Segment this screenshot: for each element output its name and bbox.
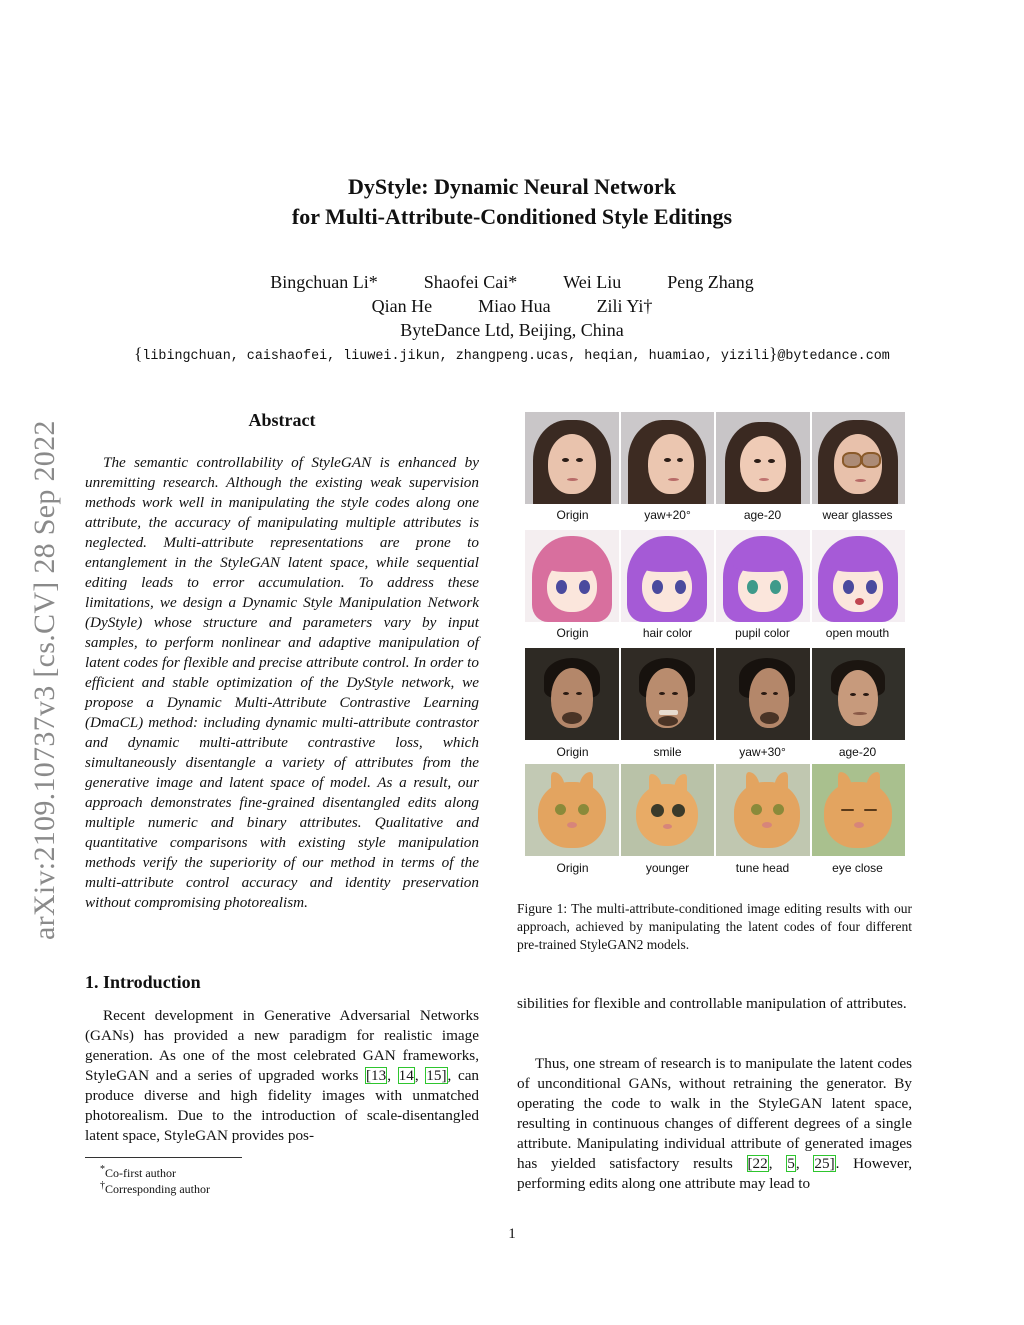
arxiv-identifier: arXiv:2109.10737v3 [cs.CV] 28 Sep 2022 [28, 420, 61, 940]
paragraph-continuation: sibilities for flexible and controllable manipulation of attributes. [517, 995, 907, 1012]
figure-row-man [525, 648, 905, 740]
edit-label: smile [653, 745, 682, 759]
face-image-yaw [621, 412, 715, 504]
portrait-image-smile [621, 648, 715, 740]
page-number: 1 [508, 1226, 516, 1242]
figure-row-cat [525, 764, 905, 856]
affiliation: ByteDance Ltd, Beijing, China [400, 320, 624, 340]
title-line-2: for Multi-Attribute-Conditioned Style Editings [291, 204, 733, 229]
paper-title [0, 172, 1024, 232]
right-column-continuation [517, 994, 912, 1014]
citation-link[interactable]: 14 [398, 1067, 414, 1084]
edit-label: wear glasses [822, 508, 893, 522]
edit-label: younger [645, 861, 690, 875]
edit-label: yaw+30° [739, 745, 786, 759]
citation-link[interactable]: 15] [426, 1067, 447, 1084]
authors-row-2 [0, 295, 1024, 318]
face-image-age [716, 412, 810, 504]
row-labels-man [525, 745, 905, 759]
cat-image-origin [525, 764, 619, 856]
anime-image-open-mouth [812, 530, 906, 622]
abstract-text: The semantic controllability of StyleGAN is enhanced by unremitting research. Although the existing weak supervision methods work well in manipulating the style codes along one attribute, the accuracy of manipulating multiple attributes is neglected. Multi-attribute representations are prone to entanglement in the StyleGAN latent space, while sequential editing leads to error accumulation. To address these limitations, we design a Dynamic Style Manipulation Network (DyStyle) whose structure and parameters vary by input samples, to perform nonlinear and adaptive manipulation of latent codes for flexible and precise attribute control. In order to efficient and stable optimization of the DyStyle network, we propose a Dynamic Multi-Attribute Contrastive Learning (DmaCL) method: including dynamic multi-attribute contrastor and dynamic multi-attribute contrastive loss, which simultaneously disentangle a variety of attributes from the generative image and latent space of model. As a result, our approach demonstrates fine-grained disentangled edits along multiple numeric and binary attributes. Qualitative and quantitative comparisons with existing style manipulation methods verify the superiority of our method in terms of the multi-attribute control accuracy and identity preservation without compromising photorealism. [85, 454, 479, 911]
author: Miao Hua [478, 296, 551, 316]
face-image-glasses [812, 412, 906, 504]
portrait-image-age [812, 648, 906, 740]
anime-image-hair-color [621, 530, 715, 622]
edit-label: yaw+20° [644, 508, 691, 522]
citation-link[interactable]: 5 [787, 1155, 795, 1172]
intro-section [85, 972, 479, 993]
row-labels-cat [525, 861, 905, 875]
figure-1-caption: Figure 1: The multi-attribute-conditioned image editing results with our approach, achieved by manipulating the latent codes of four different pre-trained StyleGAN2 models. [517, 901, 912, 952]
footnote-2: †Corresponding author [100, 1180, 210, 1196]
citation-link[interactable]: [13 [366, 1067, 387, 1084]
anime-image-origin [525, 530, 619, 622]
footnote-divider [85, 1157, 242, 1158]
citation-link[interactable]: 25] [814, 1155, 835, 1172]
intro-paragraph: Recent development in Generative Adversarial Networks (GANs) has provided a new paradigm for realistic image generation. As one of the most celebrated GAN frameworks, StyleGAN and a series of upgraded works [13, 14, 15], can produce diverse and high fidelity images with unmatched photorealism. Due to the introduction of scale-disentangled latent space, StyleGAN provides pos- [85, 1007, 480, 1144]
edit-label: eye close [832, 861, 883, 875]
authors-row-1 [0, 271, 1024, 294]
edit-label: Origin [556, 626, 589, 640]
right-column-paragraph [517, 1054, 912, 1194]
abstract-section [85, 410, 479, 431]
anime-image-pupil-color [716, 530, 810, 622]
author: Qian He [371, 296, 433, 316]
intro-heading: 1. Introduction [85, 972, 201, 992]
intro-body [85, 1006, 479, 1146]
cat-image-younger [621, 764, 715, 856]
row-labels-anime [525, 626, 905, 640]
title-line-1: DyStyle: Dynamic Neural Network [347, 174, 677, 199]
author: Zili Yi† [596, 296, 653, 316]
cat-image-tune-head [716, 764, 810, 856]
portrait-image-origin [525, 648, 619, 740]
author: Bingchuan Li* [270, 272, 378, 292]
figure-row-anime [525, 530, 905, 622]
edit-label: Origin [556, 861, 589, 875]
row-labels-woman [525, 508, 905, 522]
email-users: libingchuan, caishaofei, liuwei.jikun, zhangpeng.ucas, heqian, huamiao, yizili [142, 349, 770, 364]
edit-label: Origin [556, 745, 589, 759]
paragraph-latent-manipulation: Thus, one stream of research is to manipulate the latent codes of unconditional GANs, without retraining the generator. By operating the code to walk in the StyleGAN latent space, resulting in continuous changes of different degrees of a single attribute. Manipulating individual attribute of generated images has yielded satisfactory results [22, 5, 25]. However, performing edits along one attribute may lead to [517, 1055, 913, 1192]
face-image-origin [525, 412, 619, 504]
portrait-image-yaw [716, 648, 810, 740]
edit-label: age-20 [838, 745, 877, 759]
author: Shaofei Cai* [423, 272, 518, 292]
edit-label: pupil color [735, 626, 790, 640]
cat-image-eye-close [812, 764, 906, 856]
edit-label: age-20 [743, 508, 782, 522]
edit-label: hair color [642, 626, 693, 640]
figure-row-woman [525, 412, 905, 504]
author: Peng Zhang [667, 272, 754, 292]
author: Wei Liu [563, 272, 622, 292]
figure-1 [525, 412, 905, 875]
edit-label: open mouth [825, 626, 890, 640]
citation-link[interactable]: [22 [747, 1155, 768, 1172]
abstract-body [85, 453, 479, 913]
author-emails: {libingchuan, caishaofei, liuwei.jikun, zhangpeng.ucas, heqian, huamiao, yizili}@bytedance.com [134, 344, 890, 364]
edit-label: tune head [735, 861, 790, 875]
edit-label: Origin [556, 508, 589, 522]
email-domain: @bytedance.com [777, 349, 890, 364]
footnote-1: *Co-first author [100, 1164, 176, 1180]
abstract-heading: Abstract [248, 410, 316, 430]
